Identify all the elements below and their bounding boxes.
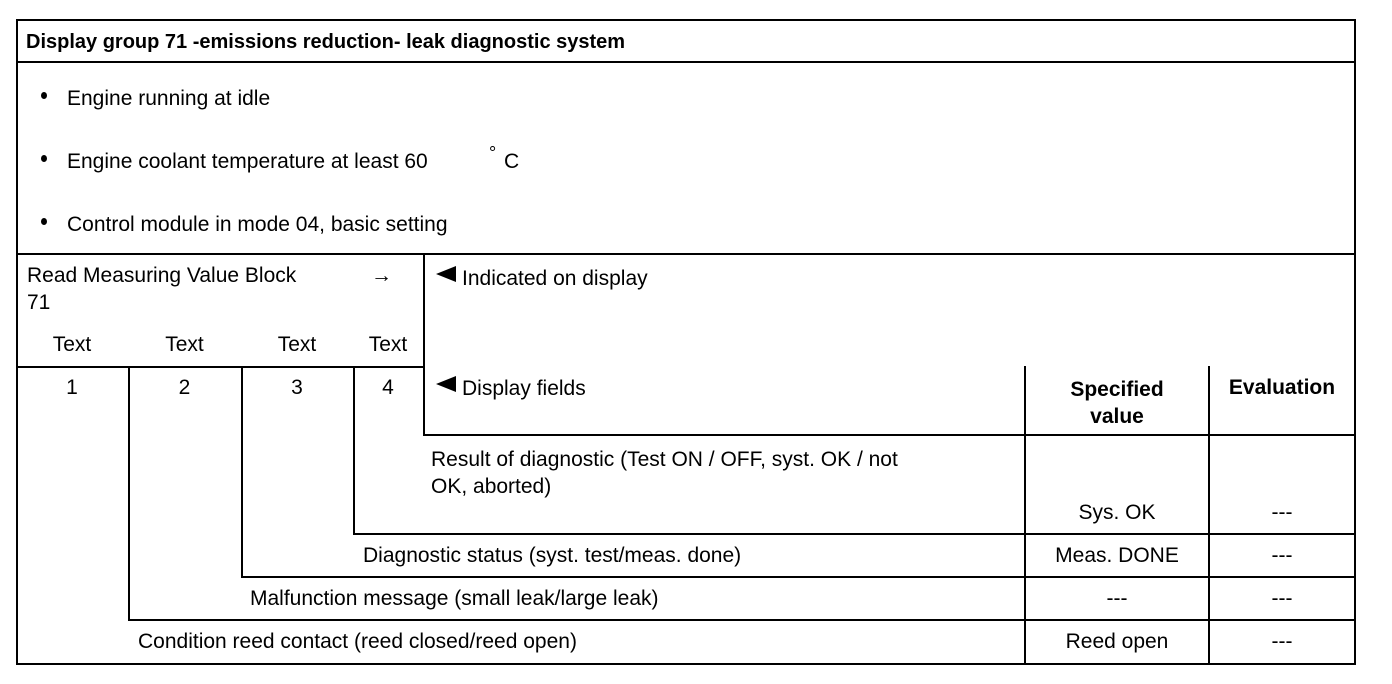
read-block-divider: [423, 253, 425, 436]
pointer-left-icon: [436, 266, 456, 282]
indicated-on-display: Indicated on display: [462, 267, 648, 290]
row1-divider: [353, 533, 1356, 535]
row-1-description: [431, 446, 898, 500]
condition-1: Engine running at idle: [67, 87, 271, 110]
row-2-specified: Meas. DONE: [1055, 544, 1179, 567]
bullet-icon: [41, 155, 47, 162]
bullet-icon: [41, 218, 47, 225]
text-header-2: Text: [165, 333, 204, 356]
pointer-left-icon: [436, 376, 456, 392]
evaluation-header: Evaluation: [1228, 376, 1336, 399]
title-divider: [16, 61, 1356, 63]
specified-value-header: [1026, 376, 1208, 430]
row-1-evaluation: ---: [1271, 501, 1293, 524]
row-1-description-line1: Result of diagnostic (Test ON / OFF, syst. OK / not: [431, 448, 898, 471]
degree-symbol: °: [489, 143, 497, 163]
read-block-arrow: →: [371, 264, 392, 287]
border-top: [16, 19, 1356, 21]
row2-divider: [241, 576, 1356, 578]
display-fields-label: Display fields: [462, 377, 586, 400]
page-title: Display group 71 -emissions reduction- leak diagnostic system: [26, 31, 626, 53]
conditions-divider: [16, 253, 1356, 255]
bullet-icon: [41, 92, 47, 99]
field-number-3: 3: [291, 376, 303, 399]
field-number-1: 1: [66, 376, 78, 399]
row-3-evaluation: ---: [1271, 587, 1293, 610]
header-row-divider: [423, 434, 1356, 436]
read-block-label: Read Measuring Value Block: [27, 264, 297, 287]
row-1-specified: Sys. OK: [1078, 501, 1156, 524]
field-number-2: 2: [178, 376, 191, 399]
row-4-description: Condition reed contact (reed closed/reed open): [138, 630, 577, 653]
condition-3: Control module in mode 04, basic setting: [67, 213, 448, 236]
specified-value-header-line1: Specified: [1070, 378, 1164, 401]
border-right: [1354, 19, 1356, 665]
row-4-evaluation: ---: [1271, 630, 1293, 653]
degree-unit: C: [504, 150, 520, 173]
read-block-number: 71: [27, 291, 51, 314]
text-header-3: Text: [277, 333, 317, 356]
row3-divider: [128, 619, 1356, 621]
condition-2: Engine coolant temperature at least 60: [67, 150, 428, 173]
row-3-description: Malfunction message (small leak/large leak): [250, 587, 659, 610]
border-bottom: [16, 663, 1356, 665]
row-3-specified: ---: [1106, 587, 1128, 610]
stair-line-1: [128, 366, 130, 621]
text-header-divider: [16, 366, 424, 368]
text-header-1: Text: [52, 333, 92, 356]
row-2-description: Diagnostic status (syst. test/meas. done): [363, 544, 742, 567]
row-4-specified: Reed open: [1065, 630, 1169, 653]
row-1-description-line2: OK, aborted): [431, 475, 552, 498]
row-2-evaluation: ---: [1271, 544, 1293, 567]
field-number-4: 4: [382, 376, 394, 399]
text-header-4: Text: [368, 333, 408, 356]
specified-value-header-line2: value: [1090, 405, 1144, 428]
